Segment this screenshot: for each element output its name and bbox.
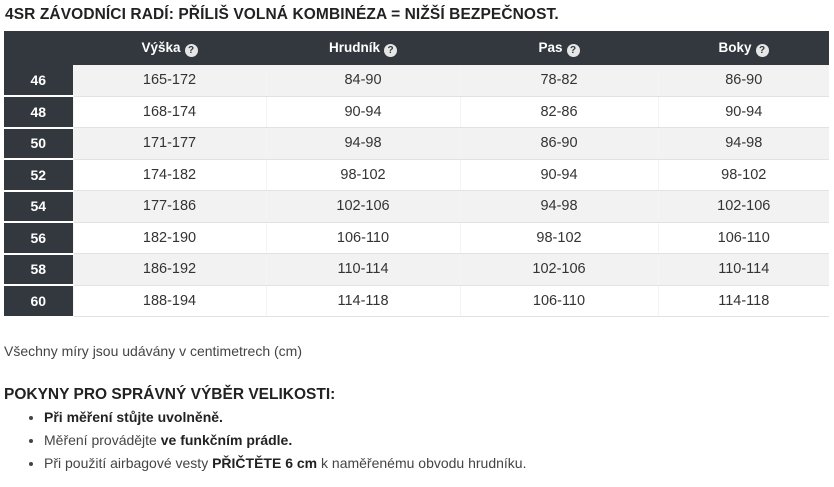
- waist-cell: 82-86: [460, 96, 658, 128]
- list-item: [44, 429, 526, 452]
- size-label: 46: [4, 65, 73, 96]
- hips-cell: 98-102: [658, 159, 829, 191]
- guide-item-3-bold: PŘIČTĚTE 6 cm: [212, 455, 318, 471]
- hips-cell: 90-94: [658, 96, 829, 128]
- guide-item-2-text: Měření provádějte: [44, 432, 161, 448]
- size-label: 60: [4, 285, 73, 317]
- table-row: [4, 285, 829, 317]
- waist-cell: 90-94: [460, 159, 658, 191]
- hips-cell: 102-106: [658, 191, 829, 223]
- hips-cell: 106-110: [658, 222, 829, 254]
- chest-cell: 106-110: [266, 222, 460, 254]
- waist-cell: 102-106: [460, 254, 658, 286]
- hips-cell: 114-118: [658, 285, 829, 317]
- help-icon[interactable]: ?: [384, 44, 397, 57]
- list-item: [44, 406, 526, 429]
- waist-cell: 106-110: [460, 285, 658, 317]
- size-label: 50: [4, 128, 73, 160]
- height-cell: 165-172: [73, 65, 266, 96]
- page-title: 4SR ZÁVODNÍCI RADÍ: PŘÍLIŠ VOLNÁ KOMBINÉZA = NIŽŠÍ BEZPEČNOST.: [5, 6, 559, 23]
- table-header-row: [4, 31, 829, 65]
- header-height-label: Výška: [141, 39, 181, 55]
- list-item: [44, 452, 526, 475]
- chest-cell: 102-106: [266, 191, 460, 223]
- chest-cell: 94-98: [266, 128, 460, 160]
- header-chest-label: Hrudník: [328, 39, 380, 55]
- height-cell: 188-194: [73, 285, 266, 317]
- chest-cell: 114-118: [266, 285, 460, 317]
- waist-cell: 94-98: [460, 191, 658, 223]
- height-cell: 177-186: [73, 191, 266, 223]
- size-label: 54: [4, 191, 73, 223]
- guide-title: POKYNY PRO SPRÁVNÝ VÝBĚR VELIKOSTI:: [4, 386, 336, 403]
- table-row: [4, 254, 829, 286]
- size-label: 52: [4, 159, 73, 191]
- guide-list: [24, 406, 526, 475]
- height-cell: 168-174: [73, 96, 266, 128]
- help-icon[interactable]: ?: [756, 44, 769, 57]
- height-cell: 182-190: [73, 222, 266, 254]
- chest-cell: 90-94: [266, 96, 460, 128]
- chest-cell: 98-102: [266, 159, 460, 191]
- guide-item-1-bold: Při měření stůjte uvolněně.: [44, 409, 223, 425]
- header-hips: [658, 31, 829, 65]
- header-chest: [266, 31, 460, 65]
- header-size-corner: [4, 31, 73, 65]
- units-note: Všechny míry jsou udávány v centimetrech (cm): [4, 343, 302, 359]
- help-icon[interactable]: ?: [185, 44, 198, 57]
- height-cell: 186-192: [73, 254, 266, 286]
- help-icon[interactable]: ?: [567, 44, 580, 57]
- guide-item-3-text: Při použití airbagové vesty: [44, 455, 213, 471]
- table-row: [4, 222, 829, 254]
- table-row: [4, 191, 829, 223]
- table-row: [4, 65, 829, 96]
- size-label: 58: [4, 254, 73, 286]
- waist-cell: 86-90: [460, 128, 658, 160]
- chest-cell: 110-114: [266, 254, 460, 286]
- header-waist-label: Pas: [538, 39, 563, 55]
- size-chart-table: [4, 31, 829, 318]
- size-label: 56: [4, 222, 73, 254]
- height-cell: 171-177: [73, 128, 266, 160]
- size-label: 48: [4, 96, 73, 128]
- hips-cell: 110-114: [658, 254, 829, 286]
- guide-item-2-bold: ve funkčním prádle.: [160, 432, 293, 448]
- table-row: [4, 128, 829, 160]
- table-row: [4, 159, 829, 191]
- waist-cell: 78-82: [460, 65, 658, 96]
- guide-item-3-text-after: k naměřenému obvodu hrudníku.: [317, 455, 527, 471]
- header-height: [73, 31, 266, 65]
- hips-cell: 86-90: [658, 65, 829, 96]
- height-cell: 174-182: [73, 159, 266, 191]
- header-waist: [460, 31, 658, 65]
- table-row: [4, 96, 829, 128]
- hips-cell: 94-98: [658, 128, 829, 160]
- chest-cell: 84-90: [266, 65, 460, 96]
- waist-cell: 98-102: [460, 222, 658, 254]
- header-hips-label: Boky: [718, 39, 752, 55]
